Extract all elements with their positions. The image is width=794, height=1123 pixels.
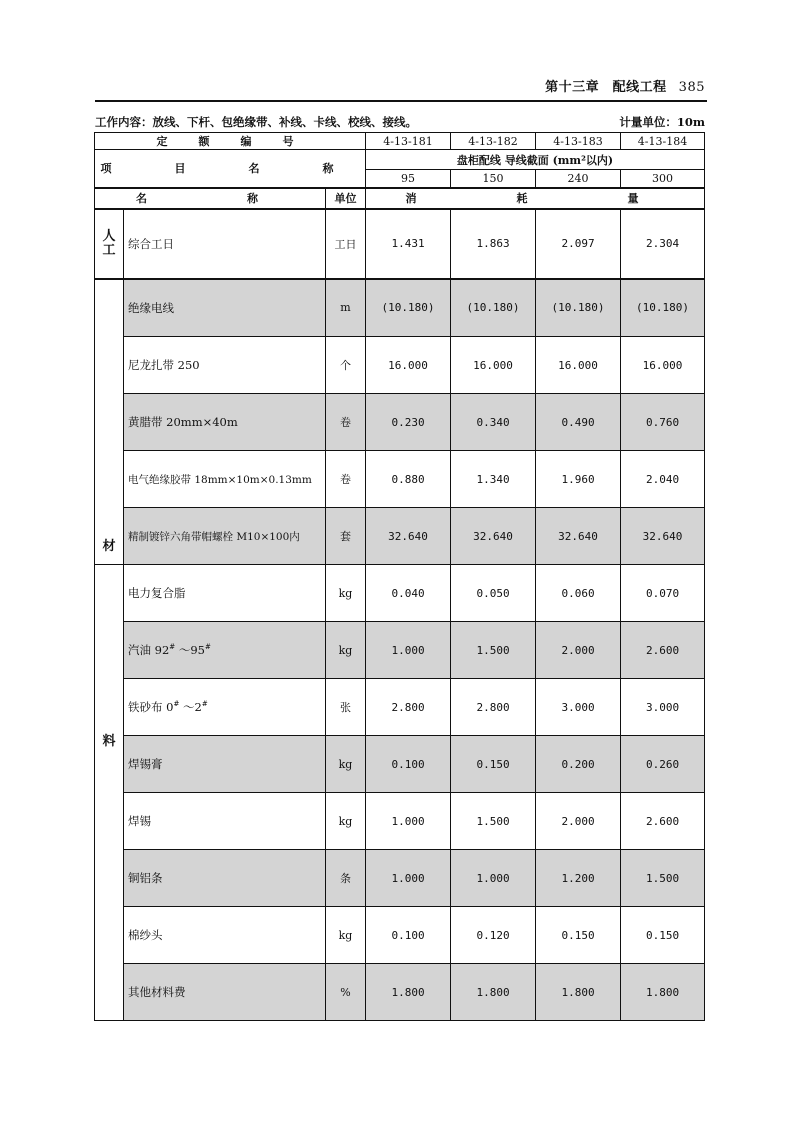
value-cell: 1.000: [451, 850, 536, 907]
code-cell: 4-13-181: [366, 133, 451, 150]
page-header: [95, 74, 707, 102]
material-name: 绝缘电线: [124, 279, 326, 337]
value-cell: 2.000: [536, 622, 621, 679]
value-cell: 2.600: [621, 793, 705, 850]
table-row: [95, 679, 705, 736]
value-cell: 1.000: [366, 850, 451, 907]
table-row: [95, 736, 705, 793]
value-cell: 0.490: [536, 394, 621, 451]
value-cell: 32.640: [536, 508, 621, 565]
labor-category: 人 工: [95, 209, 124, 279]
unit-cell: 个: [326, 337, 366, 394]
material-name: 综合工日: [124, 209, 326, 279]
item-group-row: [95, 150, 705, 170]
value-cell: 1.863: [451, 209, 536, 279]
value-cell: 0.040: [366, 565, 451, 622]
quota-table: [94, 132, 705, 1021]
work-content: 工作内容：放线、下杆、包绝缘带、补线、卡线、校线、接线。: [95, 115, 417, 129]
value-cell: 3.000: [621, 679, 705, 736]
value-cell: 1.800: [536, 964, 621, 1021]
material-name: 电力复合脂: [124, 565, 326, 622]
value-cell: 1.800: [621, 964, 705, 1021]
value-cell: 0.880: [366, 451, 451, 508]
material-name: 其他材料费: [124, 964, 326, 1021]
value-cell: 2.800: [451, 679, 536, 736]
materials-category-bottom: 料: [95, 565, 124, 1021]
unit-cell: kg: [326, 622, 366, 679]
value-cell: 0.340: [451, 394, 536, 451]
value-cell: 1.000: [366, 793, 451, 850]
value-cell: 0.260: [621, 736, 705, 793]
page-number: 385: [678, 80, 705, 95]
unit-cell: m: [326, 279, 366, 337]
material-name: 铜铝条: [124, 850, 326, 907]
table-row: [95, 451, 705, 508]
value-cell: 2.097: [536, 209, 621, 279]
value-cell: 0.120: [451, 907, 536, 964]
chapter-title: 第十三章 配线工程: [545, 80, 667, 95]
value-cell: 1.500: [621, 850, 705, 907]
material-name: 黄腊带 20mm×40m: [124, 394, 326, 451]
value-cell: 0.100: [366, 907, 451, 964]
section-cell: 150: [451, 170, 536, 188]
value-cell: 1.960: [536, 451, 621, 508]
value-cell: (10.180): [451, 279, 536, 337]
table-row: [95, 850, 705, 907]
item-name-label: 项 目 名 称: [95, 150, 366, 188]
value-cell: (10.180): [621, 279, 705, 337]
unit-cell: 张: [326, 679, 366, 736]
table-row: [95, 279, 705, 337]
quota-code-row: [95, 133, 705, 150]
material-name: 汽油 92# ～95#: [124, 622, 326, 679]
section-cell: 240: [536, 170, 621, 188]
unit-cell: 工日: [326, 209, 366, 279]
value-cell: 2.304: [621, 209, 705, 279]
value-cell: 2.040: [621, 451, 705, 508]
section-cell: 300: [621, 170, 705, 188]
value-cell: (10.180): [366, 279, 451, 337]
value-cell: 2.600: [621, 622, 705, 679]
column-header-row: [95, 188, 705, 209]
unit-cell: %: [326, 964, 366, 1021]
table-row: [95, 337, 705, 394]
material-name: 尼龙扎带 250: [124, 337, 326, 394]
material-name: 焊锡: [124, 793, 326, 850]
material-name: 棉纱头: [124, 907, 326, 964]
value-cell: 0.230: [366, 394, 451, 451]
value-cell: 16.000: [366, 337, 451, 394]
quota-code-label: 定 额 编 号: [95, 133, 366, 150]
value-cell: 16.000: [621, 337, 705, 394]
value-cell: 2.000: [536, 793, 621, 850]
value-cell: 0.150: [536, 907, 621, 964]
table-row: [95, 565, 705, 622]
table-row: [95, 622, 705, 679]
item-group: 盘柜配线 导线截面 (mm²以内): [366, 150, 705, 170]
table-row: [95, 209, 705, 279]
value-cell: 0.070: [621, 565, 705, 622]
value-cell: 0.150: [621, 907, 705, 964]
material-name: 电气绝缘胶带 18mm×10m×0.13mm: [124, 451, 326, 508]
unit-cell: 卷: [326, 394, 366, 451]
code-cell: 4-13-184: [621, 133, 705, 150]
value-cell: 32.640: [621, 508, 705, 565]
value-cell: 1.800: [451, 964, 536, 1021]
value-cell: 3.000: [536, 679, 621, 736]
section-cell: 95: [366, 170, 451, 188]
value-cell: 1.200: [536, 850, 621, 907]
value-cell: 0.100: [366, 736, 451, 793]
table-row: [95, 508, 705, 565]
table-row: [95, 964, 705, 1021]
value-cell: 1.800: [366, 964, 451, 1021]
column-name-header: 名 称: [95, 188, 326, 209]
value-cell: 32.640: [451, 508, 536, 565]
unit-cell: kg: [326, 565, 366, 622]
code-cell: 4-13-182: [451, 133, 536, 150]
value-cell: 2.800: [366, 679, 451, 736]
work-content-line: [95, 114, 707, 130]
unit-cell: 条: [326, 850, 366, 907]
value-cell: 0.050: [451, 565, 536, 622]
value-cell: (10.180): [536, 279, 621, 337]
unit-cell: kg: [326, 793, 366, 850]
value-cell: 16.000: [451, 337, 536, 394]
value-cell: 1.500: [451, 793, 536, 850]
column-consumption-header: 消 耗 量: [366, 188, 705, 209]
value-cell: 1.431: [366, 209, 451, 279]
table-row: [95, 394, 705, 451]
unit-cell: 卷: [326, 451, 366, 508]
value-cell: 1.500: [451, 622, 536, 679]
material-name: 焊锡膏: [124, 736, 326, 793]
unit-of-measure: 计量单位：10m: [619, 115, 705, 129]
value-cell: 32.640: [366, 508, 451, 565]
value-cell: 0.150: [451, 736, 536, 793]
column-unit-header: 单位: [326, 188, 366, 209]
unit-cell: kg: [326, 736, 366, 793]
unit-cell: kg: [326, 907, 366, 964]
material-name: 铁砂布 0# ～2#: [124, 679, 326, 736]
value-cell: 16.000: [536, 337, 621, 394]
value-cell: 0.760: [621, 394, 705, 451]
value-cell: 0.200: [536, 736, 621, 793]
materials-category-top: 材: [95, 279, 124, 565]
value-cell: 1.000: [366, 622, 451, 679]
code-cell: 4-13-183: [536, 133, 621, 150]
material-name: 精制镀锌六角带帽螺栓 M10×100内: [124, 508, 326, 565]
table-row: [95, 907, 705, 964]
unit-cell: 套: [326, 508, 366, 565]
running-head: [545, 76, 705, 95]
value-cell: 0.060: [536, 565, 621, 622]
value-cell: 1.340: [451, 451, 536, 508]
table-row: [95, 793, 705, 850]
